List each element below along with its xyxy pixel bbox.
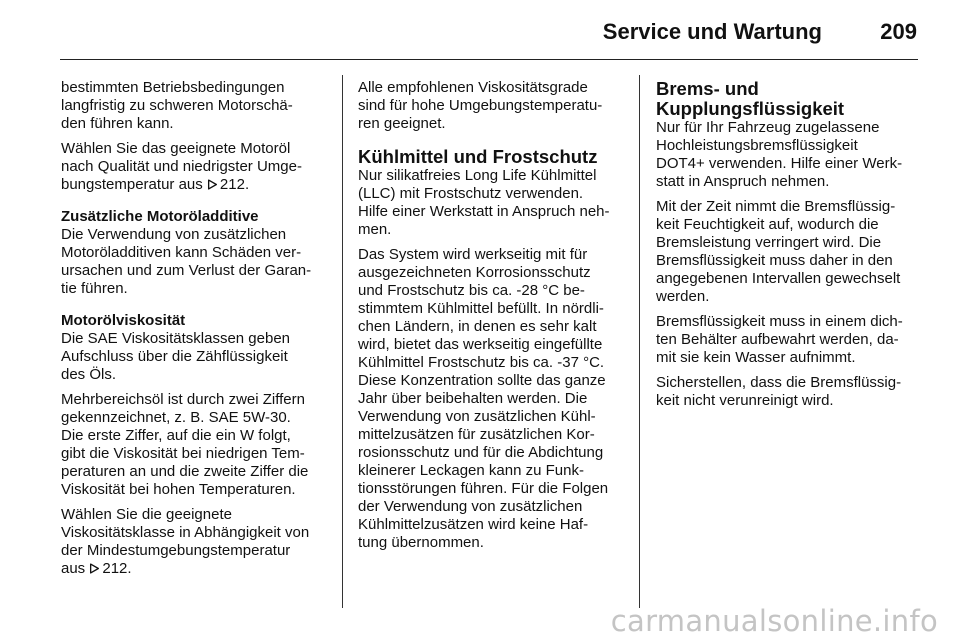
text-line: stimmtem Kühlmittel befüllt. In nördli-: [358, 300, 604, 317]
text-line: Kühlmittel und Frostschutz: [358, 146, 598, 167]
column-divider-1: [342, 75, 343, 608]
text-line: Bremsleistung verringert wird. Die: [656, 234, 882, 251]
text-line: Jahr über beibehalten werden. Die: [358, 390, 588, 407]
paragraph: [61, 330, 329, 384]
section-heading: [61, 312, 329, 330]
text-line: den führen kann.: [61, 115, 174, 132]
paragraph: [358, 167, 623, 239]
text-line: men.: [358, 221, 392, 238]
text-line: [61, 176, 329, 194]
text-segment: bungstemperatur aus: [61, 176, 207, 193]
text-line: der Mindestumgebungstemperatur: [61, 542, 291, 559]
text-line: Mit der Zeit nimmt die Bremsflüssig-: [656, 198, 896, 215]
text-line: Alle empfohlenen Viskositätsgrade: [358, 79, 588, 96]
text-column-2: [358, 79, 623, 559]
page-reference[interactable]: 212.: [219, 176, 250, 193]
text-line: Bremsflüssigkeit muss daher in den: [656, 252, 893, 269]
watermark: carmanualsonline.info: [610, 604, 938, 638]
text-line: (LLC) mit Frostschutz verwenden.: [358, 185, 584, 202]
page-header-title: Service und Wartung: [602, 19, 822, 44]
text-line: Nur silikatfreies Long Life Kühlmittel: [358, 167, 597, 184]
paragraph: [358, 246, 623, 552]
paragraph: [656, 119, 922, 191]
text-line: und Frostschutz bis ca. -28 °C be-: [358, 282, 585, 299]
text-line: tie führen.: [61, 280, 128, 297]
text-line: wird, bietet das werkseitig eingefüllte: [358, 336, 603, 353]
text-line: ten Behälter aufbewahrt werden, da-: [656, 331, 899, 348]
text-line: [61, 560, 329, 578]
text-line: Kupplungsflüssigkeit: [656, 98, 845, 119]
section-heading: [61, 208, 329, 226]
text-line: mit sie kein Wasser aufnimmt.: [656, 349, 856, 366]
text-line: gekennzeichnet, z. B. SAE 5W-30.: [61, 409, 291, 426]
text-line: ausgezeichneten Korrosionsschutz: [358, 264, 591, 281]
section-heading: [358, 147, 623, 167]
text-line: angegebenen Intervallen gewechselt: [656, 270, 901, 287]
text-line: keit nicht verunreinigt wird.: [656, 392, 834, 409]
text-line: Diese Konzentration sollte das ganze: [358, 372, 606, 389]
text-line: Wählen Sie die geeignete: [61, 506, 232, 523]
text-line: sind für hohe Umgebungstemperatu-: [358, 97, 603, 114]
text-line: DOT4+ verwenden. Hilfe einer Werk-: [656, 155, 903, 172]
text-line: Zusätzliche Motoröladditive: [61, 208, 259, 225]
text-column-3: [656, 79, 922, 417]
paragraph: [61, 391, 329, 499]
text-line: Mehrbereichsöl ist durch zwei Ziffern: [61, 391, 305, 408]
text-line: Kühlmittelzusätzen wird keine Haf-: [358, 516, 589, 533]
text-line: werden.: [656, 288, 710, 305]
text-line: Das System wird werkseitig mit für: [358, 246, 588, 263]
text-line: ren geeignet.: [358, 115, 446, 132]
text-line: Viskositätsklasse in Abhängigkeit von: [61, 524, 310, 541]
text-line: langfristig zu schweren Motorschä-: [61, 97, 293, 114]
text-line: rosionsschutz und für die Abdichtung: [358, 444, 604, 461]
text-line: Kühlmittel Frostschutz bis ca. -37 °C.: [358, 354, 605, 371]
paragraph: [358, 79, 623, 133]
text-segment: aus: [61, 560, 90, 577]
text-line: tung übernommen.: [358, 534, 484, 551]
text-line: keit Feuchtigkeit auf, wodurch die: [656, 216, 879, 233]
text-line: statt in Anspruch nehmen.: [656, 173, 830, 190]
text-line: Aufschluss über die Zähflüssigkeit: [61, 348, 288, 365]
paragraph: [61, 506, 329, 578]
text-line: Nur für Ihr Fahrzeug zugelassene: [656, 119, 880, 136]
text-line: Hochleistungsbremsflüssigkeit: [656, 137, 858, 154]
text-line: mittelzusätzen für zusätzlichen Kor-: [358, 426, 595, 443]
paragraph: [656, 374, 922, 410]
header-rule: [60, 59, 918, 60]
text-line: des Öls.: [61, 366, 117, 383]
text-line: bestimmten Betriebsbedingungen: [61, 79, 285, 96]
section-heading: [656, 79, 922, 119]
paragraph: [656, 313, 922, 367]
page-reference-arrow-icon: [207, 179, 218, 190]
text-line: Die Verwendung von zusätzlichen: [61, 226, 287, 243]
text-line: Motorölviskosität: [61, 312, 186, 329]
page-reference-arrow-icon: [89, 563, 100, 574]
paragraph: [61, 140, 329, 194]
text-line: Sicherstellen, dass die Bremsflüssig-: [656, 374, 902, 391]
text-line: Bremsflüssigkeit muss in einem dich-: [656, 313, 903, 330]
text-line: ursachen und zum Verlust der Garan-: [61, 262, 312, 279]
paragraph: [61, 79, 329, 133]
text-line: peraturen an und die zweite Ziffer die: [61, 463, 309, 480]
text-line: Die erste Ziffer, auf die ein W folgt,: [61, 427, 291, 444]
text-line: chen Ländern, in denen es sehr kalt: [358, 318, 597, 335]
text-column-1: [61, 79, 329, 585]
column-divider-2: [639, 75, 640, 608]
text-line: kleinerer Leckagen kann zu Funk-: [358, 462, 584, 479]
text-line: gibt die Viskosität bei niedrigen Tem-: [61, 445, 305, 462]
text-line: Brems- und: [656, 78, 759, 99]
text-line: Die SAE Viskositätsklassen geben: [61, 330, 291, 347]
text-line: Verwendung von zusätzlichen Kühl-: [358, 408, 596, 425]
page-number: 209: [880, 19, 917, 44]
text-line: Hilfe einer Werkstatt in Anspruch neh-: [358, 203, 610, 220]
paragraph: [656, 198, 922, 306]
page-reference[interactable]: 212.: [102, 560, 132, 577]
text-line: Motoröladditiven kann Schäden ver-: [61, 244, 302, 261]
paragraph: [61, 226, 329, 298]
text-line: Viskosität bei hohen Temperaturen.: [61, 481, 296, 498]
text-line: nach Qualität und niedrigster Umge-: [61, 158, 302, 175]
text-line: Wählen Sie das geeignete Motoröl: [61, 140, 291, 157]
text-line: tionsstörungen führen. Für die Folgen: [358, 480, 609, 497]
text-line: der Verwendung von zusätzlichen: [358, 498, 583, 515]
